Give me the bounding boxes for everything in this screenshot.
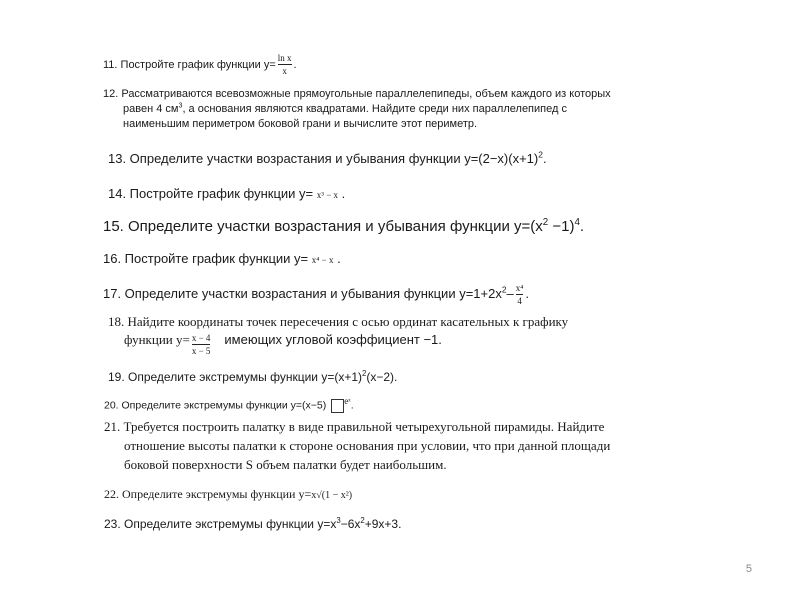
- task-14: 14. Постройте график функции y= x³ − x .: [108, 186, 346, 201]
- missing-glyph-icon: [331, 399, 344, 413]
- formula-x3-minus-x: x³ − x: [316, 190, 339, 200]
- task-15: 15. Определите участки возрастания и убывания функции $y=(x^2 -1)^4$.: [103, 217, 585, 235]
- task-13: 13. Определите участки возрастания и убывания функции $y=(2-x)(x+1)^2$.: [108, 149, 547, 166]
- task-12-line3: наименьшим периметром боковой грани и вычислите этот периметр.: [123, 118, 478, 130]
- task-18-line2: функции y= $\frac{x - 4}{x - 5}$ имеющих угловой коэффициент −1.: [124, 332, 442, 356]
- task-12-line2: равен 4 $см^3$, а основания являются квадратами. Найдите среди них параллелепипед с: [123, 101, 567, 115]
- page-number: 5: [745, 563, 752, 575]
- formula-x4-over-4: $\frac{\text{x⁴}}{4}$: [515, 283, 524, 306]
- task-18-line1: 18. Найдите координаты точек пересечения с осью ординат касательных к графику: [108, 314, 569, 329]
- formula-x-sqrt-1-minus-x2: x√(1 − x²): [311, 490, 353, 501]
- task-21-line2: отношение высоты палатки к стороне основания при условии, что при данной площади: [124, 438, 611, 453]
- task-17: 17. Определите участки возрастания и убывания функции $y=1+2x^2-$ $\frac{\text{x⁴}}{4}$ .: [103, 283, 530, 306]
- task-12-line1: 12. Рассматриваются всевозможные прямоугольные параллелепипеды, объем каждого из которых: [103, 88, 611, 100]
- task-16: 16. Постройте график функции y= x⁴ − x .: [103, 251, 341, 266]
- formula-ln-x-over-x: $\frac{\text{ln x}}{x}$: [277, 53, 292, 76]
- formula-x4-minus-x: x⁴ − x: [311, 255, 334, 265]
- task-19: 19. Определите экстремумы функции $y=(x+1)^2(x-2)$.: [108, 369, 398, 384]
- formula-x-4-over-x-5: $\frac{x - 4}{x - 5}$: [191, 333, 211, 356]
- task-21-line3: боковой поверхности S объем палатки будет наибольшим.: [124, 457, 447, 472]
- task-21-line1: 21. Требуется построить палатку в виде правильной четырехугольной пирамиды. Найдите: [104, 419, 605, 434]
- task-20: 20. Определите экстремумы функции y=(x−5) eˣ.: [104, 396, 354, 412]
- task-11: 11. Постройте график функции y= $\frac{\text{ln x}}{x}$ .: [103, 53, 297, 76]
- task-23: 23. Определите экстремумы функции $y=x^3-6x^2+9x+3$.: [104, 516, 402, 531]
- task-22: 22. Определите экстремумы функции y=x√(1 − x²): [104, 487, 353, 501]
